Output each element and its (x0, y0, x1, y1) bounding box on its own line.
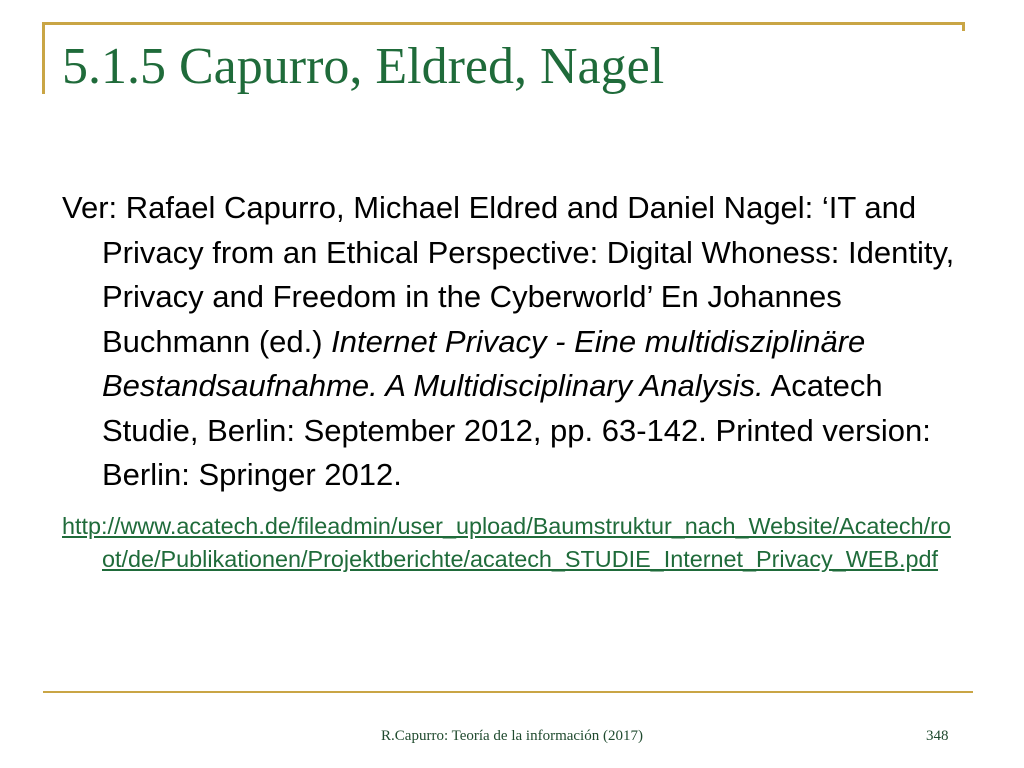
slide-title: 5.1.5 Capurro, Eldred, Nagel (62, 38, 665, 95)
footer-line (43, 691, 973, 693)
slide-body (62, 186, 962, 577)
page-number: 348 (926, 728, 949, 744)
frame-top-line (43, 22, 965, 25)
reference-link[interactable]: http://www.acatech.de/fileadmin/user_upload/Baumstruktur_nach_Website/Acatech/root/de/Publikationen/Projektberichte/acatech_STUDIE_Internet_Privacy_WEB.pdf (62, 512, 951, 572)
frame-right-tick (962, 22, 965, 31)
reference-book-title: Internet Privacy - Eine multidisziplinäre Bestandsaufnahme. A Multidisciplinary Analysis. (102, 323, 866, 403)
reference-part-2: Acatech Studie, Berlin: September 2012, pp. 63-142. Printed version: Berlin: Springer 2012. (102, 368, 931, 492)
frame-left-line (42, 22, 45, 94)
reference-text (62, 186, 962, 498)
footer-caption: R.Capurro: Teoría de la información (2017) (381, 728, 643, 744)
reference-part-1: Ver: Rafael Capurro, Michael Eldred and Daniel Nagel: ‘IT and Privacy from an Ethical Perspective: Digital Whoness: Identity, Privacy and Freedom in the Cyberworld’ En Johannes Buchmann (ed.) (62, 190, 955, 359)
